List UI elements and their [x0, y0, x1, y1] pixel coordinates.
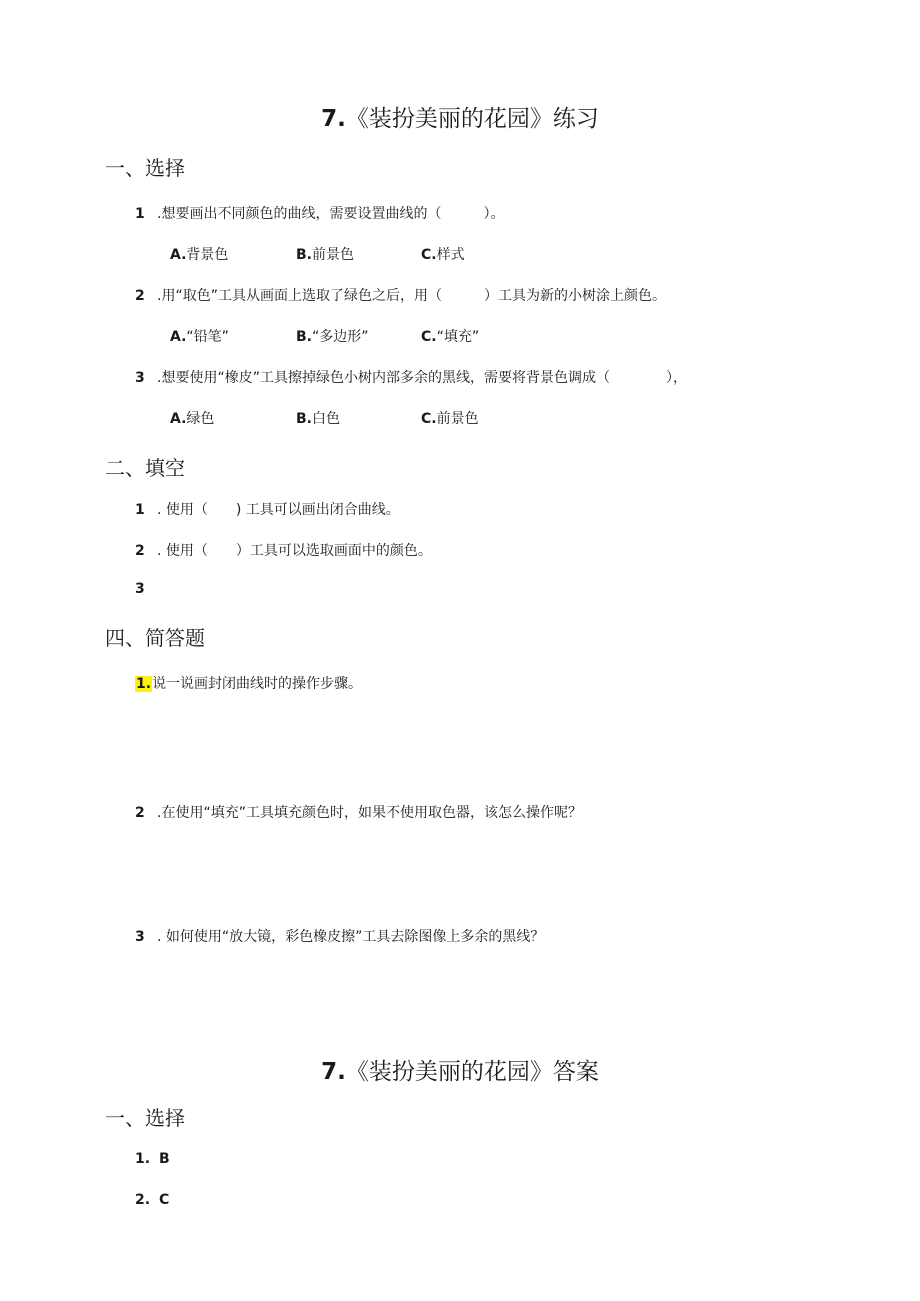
exercise-title-text: 《装扮美丽的花园》练习 [345, 106, 599, 132]
option-letter: C. [421, 247, 437, 263]
question-number: 2 [135, 288, 145, 304]
section-heading-answers-choice: 一、选择 [105, 1106, 185, 1130]
question-text: . 使用（ ）工具可以选取画面中的颜色。 [157, 543, 432, 559]
question-text: .想要使用“橡皮”工具擦掉绿色小树内部多余的黑线，需要将背景色调成（ ）， [157, 370, 687, 386]
question-text: .在使用“填充”工具填充颜色时，如果不使用取色器，该怎么操作呢？ [157, 805, 582, 821]
answer-value: C [159, 1192, 170, 1208]
question-text: . 使用（ ) 工具可以画出闭合曲线。 [157, 502, 400, 518]
choice-q2-option-c [421, 326, 479, 346]
option-letter: A. [170, 247, 187, 263]
exercise-title-number: 7. [321, 106, 346, 132]
option-text: 白色 [312, 411, 340, 427]
section-heading-choice: 一、选择 [105, 156, 185, 180]
fill-question-3 [135, 581, 157, 597]
short-question-1 [135, 673, 362, 693]
question-number: 2 [135, 543, 145, 559]
section-heading-fill: 二、填空 [105, 456, 185, 480]
option-letter: B. [296, 329, 312, 345]
choice-question-3 [135, 367, 687, 387]
choice-q3-option-c [421, 408, 479, 428]
option-text: 前景色 [436, 411, 479, 427]
answer-value: B [159, 1151, 170, 1167]
answers-title-number: 7. [321, 1059, 346, 1085]
answers-title-text: 《装扮美丽的花园》答案 [345, 1059, 599, 1085]
short-question-2 [135, 802, 582, 822]
question-number: 2 [135, 805, 145, 821]
question-text: .用“取色”工具从画面上选取了绿色之后，用（ ）工具为新的小树涂上颜色。 [157, 288, 666, 304]
choice-q1-option-a [170, 244, 228, 264]
option-letter: B. [296, 411, 312, 427]
option-letter: B. [296, 247, 312, 263]
question-number: 3 [135, 581, 145, 597]
option-text: “多边形” [312, 329, 369, 345]
answer-item-2 [135, 1192, 169, 1208]
question-number: 3 [135, 929, 145, 945]
question-number: 3 [135, 370, 145, 386]
option-letter: A. [170, 329, 187, 345]
question-text: . 如何使用“放大镜，彩色橡皮擦”工具去除图像上多余的黑线？ [157, 929, 545, 945]
answer-item-1 [135, 1151, 170, 1167]
short-question-3 [135, 926, 544, 946]
section-heading-short-answer: 四、简答题 [105, 626, 205, 650]
exercise-title [0, 100, 920, 133]
option-text: 背景色 [186, 247, 229, 263]
question-number: 1 [135, 502, 145, 518]
choice-question-2 [135, 285, 666, 305]
question-text: 说一说画封闭曲线时的操作步骤。 [152, 676, 363, 692]
option-text: “铅笔” [186, 329, 229, 345]
question-number: 1 [135, 206, 145, 222]
question-number-highlighted: 1. [136, 676, 152, 692]
option-text: “填充” [436, 329, 480, 345]
option-text: 样式 [436, 247, 465, 263]
choice-q1-option-b [296, 244, 354, 264]
fill-question-2 [135, 540, 432, 560]
choice-q1-option-c [421, 244, 465, 264]
choice-q2-option-b [296, 326, 369, 346]
choice-q3-option-b [296, 408, 340, 428]
option-text: 绿色 [186, 411, 215, 427]
answers-title [0, 1053, 920, 1086]
choice-q3-option-a [170, 408, 214, 428]
choice-question-1 [135, 203, 504, 223]
answer-number: 1. [135, 1151, 151, 1167]
option-letter: C. [421, 329, 437, 345]
option-letter: A. [170, 411, 187, 427]
choice-q2-option-a [170, 326, 229, 346]
option-text: 前景色 [312, 247, 354, 263]
question-text: .想要画出不同颜色的曲线，需要设置曲线的（ ）。 [157, 206, 505, 222]
answer-number: 2. [135, 1192, 151, 1208]
fill-question-1 [135, 499, 400, 519]
option-letter: C. [421, 411, 437, 427]
